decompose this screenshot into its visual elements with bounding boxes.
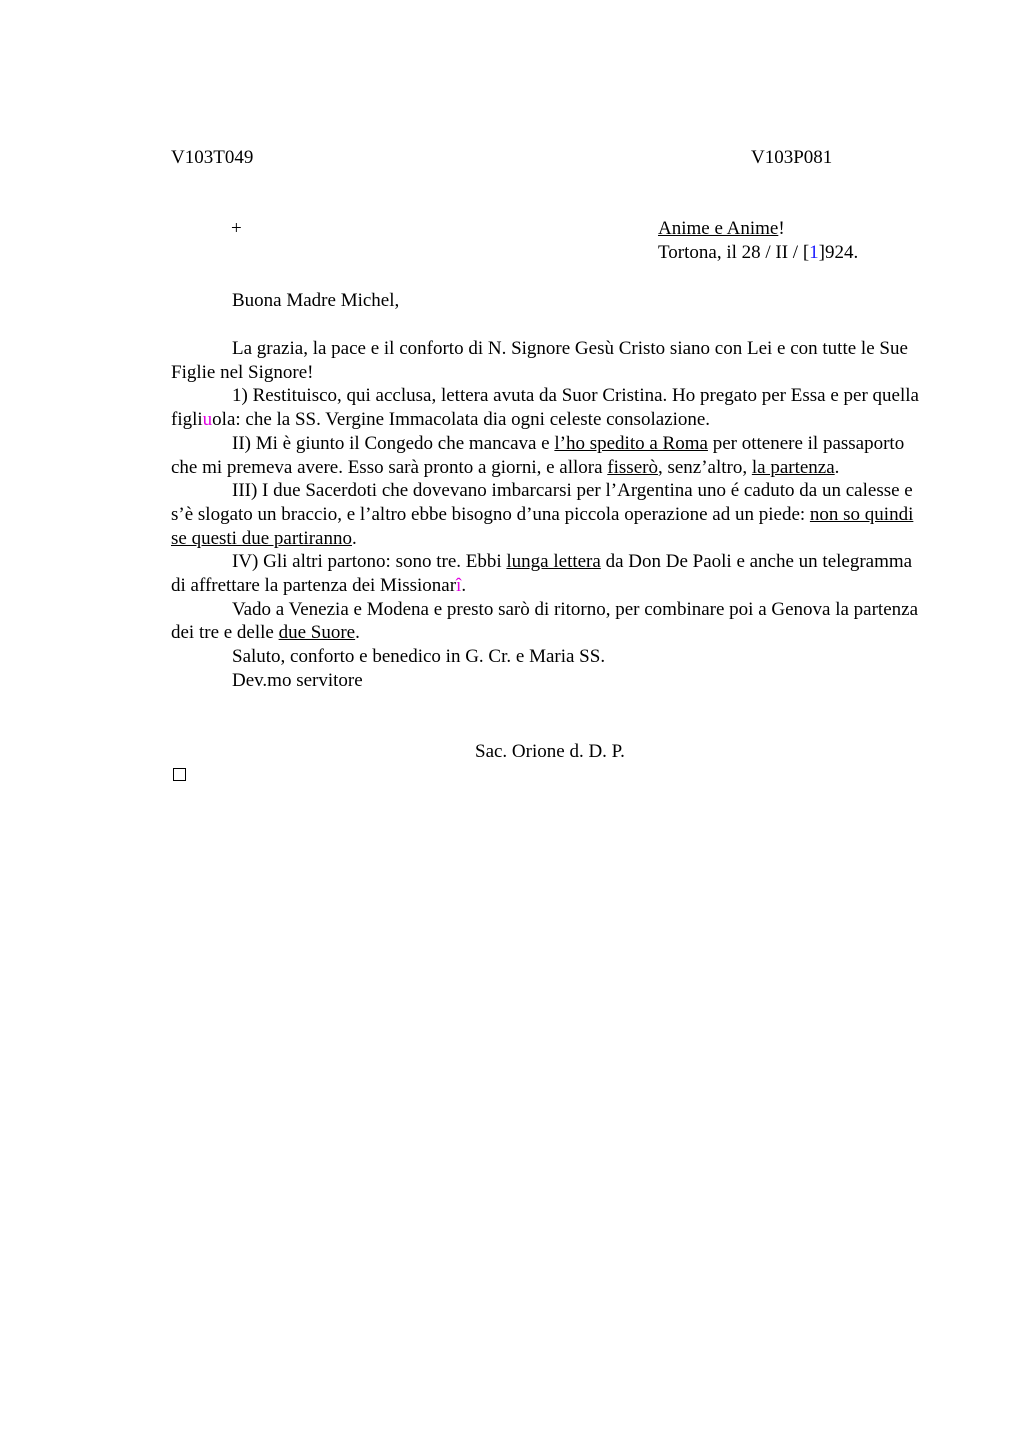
paragraph-point-4	[171, 550, 926, 597]
text-segment: .	[355, 622, 360, 644]
document-code-left: V103T049	[171, 147, 254, 168]
text-segment: da Don De Paoli e anche un telegramma di affrettare la partenza dei Missionar	[171, 551, 913, 597]
underlined-text: due Suore	[278, 622, 356, 644]
date-prefix: Tortona, il 28 / II / [	[658, 242, 810, 263]
paragraph-point-3	[171, 479, 926, 550]
text-segment: 1) Restituisco, qui acclusa, lettera avuta da Suor Cristina. Ho pregato per Essa e per quella figli	[171, 385, 919, 431]
editorial-mark: î	[456, 575, 462, 597]
paragraph-closing: Dev.mo servitore	[232, 669, 363, 691]
editorial-mark: u	[202, 409, 213, 431]
motto	[658, 217, 785, 241]
paragraph-point-2	[171, 432, 926, 479]
date-line	[658, 241, 858, 265]
underlined-text: la partenza	[751, 456, 835, 478]
text-segment: II) Mi è giunto il Congedo che mancava e	[232, 432, 555, 454]
text-segment: .	[351, 527, 357, 549]
date-suffix: ]924.	[818, 242, 859, 263]
text-segment: IV) Gli altri partono: sono tre. Ebbi	[232, 551, 507, 573]
document-code-right: V103P081	[751, 147, 833, 168]
text-segment: III) I due Sacerdoti che dovevano imbarcarsi per l’Argentina uno é caduto da un calesse e s’è slogato un braccio, e l’altro ebbe bisogno d’una piccola operazione ad un piede:	[171, 480, 913, 525]
letter-body	[171, 337, 926, 693]
text-segment: .	[461, 575, 467, 597]
underlined-text: l’ho spedito a Roma	[554, 432, 708, 454]
signature: Sac. Orione d. D. P.	[475, 741, 625, 762]
paragraph-blessing: Saluto, conforto e benedico in G. Cr. e Maria SS.	[232, 646, 606, 668]
text-segment: ola: che la SS. Vergine Immacolata dia ogni celeste consolazione.	[212, 409, 711, 431]
paragraph-point-1	[171, 384, 926, 431]
text-segment: .	[834, 456, 840, 478]
motto-tail: !	[778, 218, 785, 239]
underlined-text: fisserò	[607, 456, 658, 478]
salutation: Buona Madre Michel,	[232, 290, 400, 311]
paragraph-travel	[171, 598, 926, 645]
underlined-text: lunga lettera	[506, 551, 601, 573]
text-segment: , senz’altro,	[657, 456, 752, 478]
motto-underlined: Anime e Anime	[658, 218, 779, 239]
cross-mark: +	[231, 218, 242, 239]
date-bracket-digit: 1	[809, 242, 819, 263]
text-segment: per ottenere il passaporto che mi premeva avere. Esso sarà pronto a giorni, e allora	[171, 432, 905, 478]
paragraph-greeting: La grazia, la pace e il conforto di N. Signore Gesù Cristo siano con Lei e con tutte le Sue Figlie nel Signore!	[171, 338, 908, 383]
text-segment: Vado a Venezia e Modena e presto sarò di ritorno, per combinare poi a Genova la partenza dei tre e delle	[171, 598, 919, 644]
underlined-text: non so quindi se questi due partiranno	[171, 503, 914, 549]
end-marker-box	[173, 768, 186, 781]
